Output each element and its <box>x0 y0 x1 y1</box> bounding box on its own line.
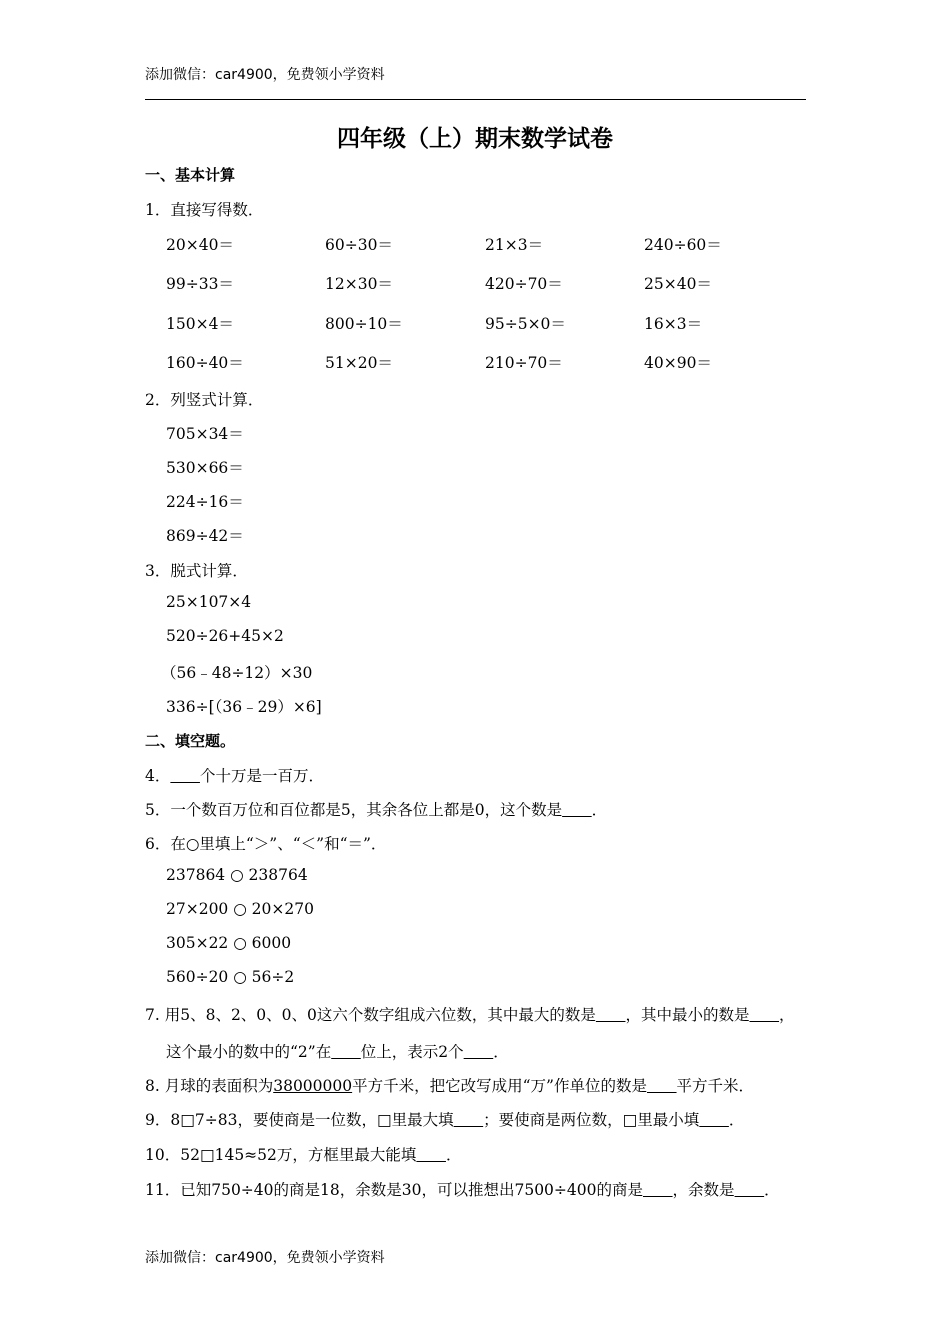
answer-blank[interactable] <box>562 801 592 819</box>
grid-cell: 160÷40＝ <box>166 354 244 372</box>
question-text: ． <box>591 801 608 819</box>
question-1-label: 1．直接写得数． <box>145 201 264 219</box>
page-footer: 添加微信：car4900，免费领小学资料 <box>145 1250 385 1266</box>
answer-blank[interactable] <box>416 1146 446 1164</box>
answer-blank[interactable] <box>596 1006 626 1024</box>
question-text: 8. 月球的表面积为 <box>145 1077 274 1095</box>
grid-row <box>166 312 806 336</box>
section-heading-1: 一、基本计算 <box>145 166 236 184</box>
question-text: 平方千米． <box>676 1077 755 1095</box>
answer-blank[interactable] <box>170 767 200 785</box>
grid-cell: 60÷30＝ <box>325 236 393 254</box>
question-6-item: 305×22 ○ 6000 <box>166 934 292 952</box>
question-8 <box>145 1074 754 1096</box>
question-10 <box>145 1143 461 1165</box>
question-text: ， <box>779 1006 795 1024</box>
question-3-item: 336÷[（36﹣29）×6] <box>166 698 322 716</box>
answer-blank[interactable] <box>331 1043 361 1061</box>
question-text: 位上，表示2个 <box>360 1043 464 1061</box>
question-text: ． <box>764 1181 780 1199</box>
grid-cell: 150×4＝ <box>166 315 234 333</box>
question-11 <box>145 1178 780 1200</box>
question-3-item: 25×107×4 <box>166 593 252 611</box>
question-4 <box>145 764 324 786</box>
question-6-item: 27×200 ○ 20×270 <box>166 900 314 918</box>
grid-row <box>166 351 806 375</box>
grid-cell: 95÷5×0＝ <box>485 315 566 333</box>
question-7-line-2 <box>166 1040 509 1062</box>
question-text: 个十万是一百万． <box>199 767 324 785</box>
question-number: 4． <box>145 767 171 785</box>
answer-blank[interactable] <box>647 1077 677 1095</box>
header-rule <box>145 99 806 100</box>
question-3-item: （56﹣48÷12）×30 <box>161 664 313 682</box>
answer-blank[interactable] <box>735 1181 765 1199</box>
grid-cell: 99÷33＝ <box>166 275 234 293</box>
question-text: 这个最小的数中的“2”在 <box>166 1043 332 1061</box>
question-9 <box>145 1108 744 1130</box>
grid-row <box>166 233 806 257</box>
question-text: 平方千米，把它改写成用“万”作单位的数是 <box>352 1077 647 1095</box>
question-6-item: 560÷20 ○ 56÷2 <box>166 968 295 986</box>
question-text: 7. 用5、8、2、0、0、0这六个数字组成六位数，其中最大的数是 <box>145 1006 596 1024</box>
answer-blank[interactable] <box>643 1181 673 1199</box>
question-text: 11．已知750÷40的商是18，余数是30，可以推想出7500÷400的商是 <box>145 1181 643 1199</box>
question-2-item: 224÷16＝ <box>166 493 244 511</box>
grid-cell: 420÷70＝ <box>485 275 563 293</box>
answer-blank[interactable] <box>464 1043 494 1061</box>
question-3-item: 520÷26+45×2 <box>166 627 284 645</box>
question-text: ． <box>445 1146 462 1164</box>
grid-cell: 25×40＝ <box>644 275 712 293</box>
grid-row <box>166 272 806 296</box>
grid-cell: 800÷10＝ <box>325 315 403 333</box>
question-text: ，其中最小的数是 <box>625 1006 750 1024</box>
question-text: 9．8□7÷83，要使商是一位数，□里最大填 <box>145 1111 454 1129</box>
grid-cell: 210÷70＝ <box>485 354 563 372</box>
question-3-label: 3．脱式计算． <box>145 562 248 580</box>
page-header: 添加微信：car4900，免费领小学资料 <box>145 67 385 83</box>
question-2-item: 869÷42＝ <box>166 527 244 545</box>
grid-cell: 40×90＝ <box>644 354 712 372</box>
question-6-label: 6．在○里填上“＞”、“＜”和“＝”． <box>145 835 387 853</box>
grid-cell: 16×3＝ <box>644 315 703 333</box>
exam-title: 四年级（上）期末数学试卷 <box>337 125 613 152</box>
question-5 <box>145 798 607 820</box>
question-6-item: 237864 ○ 238764 <box>166 866 308 884</box>
answer-blank[interactable] <box>699 1111 729 1129</box>
grid-cell: 12×30＝ <box>325 275 393 293</box>
question-2-item: 530×66＝ <box>166 459 244 477</box>
section-heading-2: 二、填空题。 <box>145 732 236 750</box>
question-2-label: 2．列竖式计算． <box>145 391 264 409</box>
grid-cell: 21×3＝ <box>485 236 544 254</box>
question-2-item: 705×34＝ <box>166 425 244 443</box>
grid-cell: 20×40＝ <box>166 236 234 254</box>
question-7-line-1 <box>145 1003 795 1025</box>
question-text: 5．一个数百万位和百位都是5，其余各位上都是0，这个数是 <box>145 801 563 819</box>
question-text: ，余数是 <box>672 1181 735 1199</box>
question-text: 10．52□145≈52万，方框里最大能填 <box>145 1146 417 1164</box>
grid-cell: 240÷60＝ <box>644 236 722 254</box>
underlined-number: 38000000 <box>273 1077 353 1095</box>
question-text: ；要使商是两位数，□里最小填 <box>483 1111 700 1129</box>
question-text: ． <box>728 1111 745 1129</box>
answer-blank[interactable] <box>454 1111 484 1129</box>
question-text: ． <box>493 1043 509 1061</box>
grid-cell: 51×20＝ <box>325 354 393 372</box>
answer-blank[interactable] <box>749 1006 779 1024</box>
